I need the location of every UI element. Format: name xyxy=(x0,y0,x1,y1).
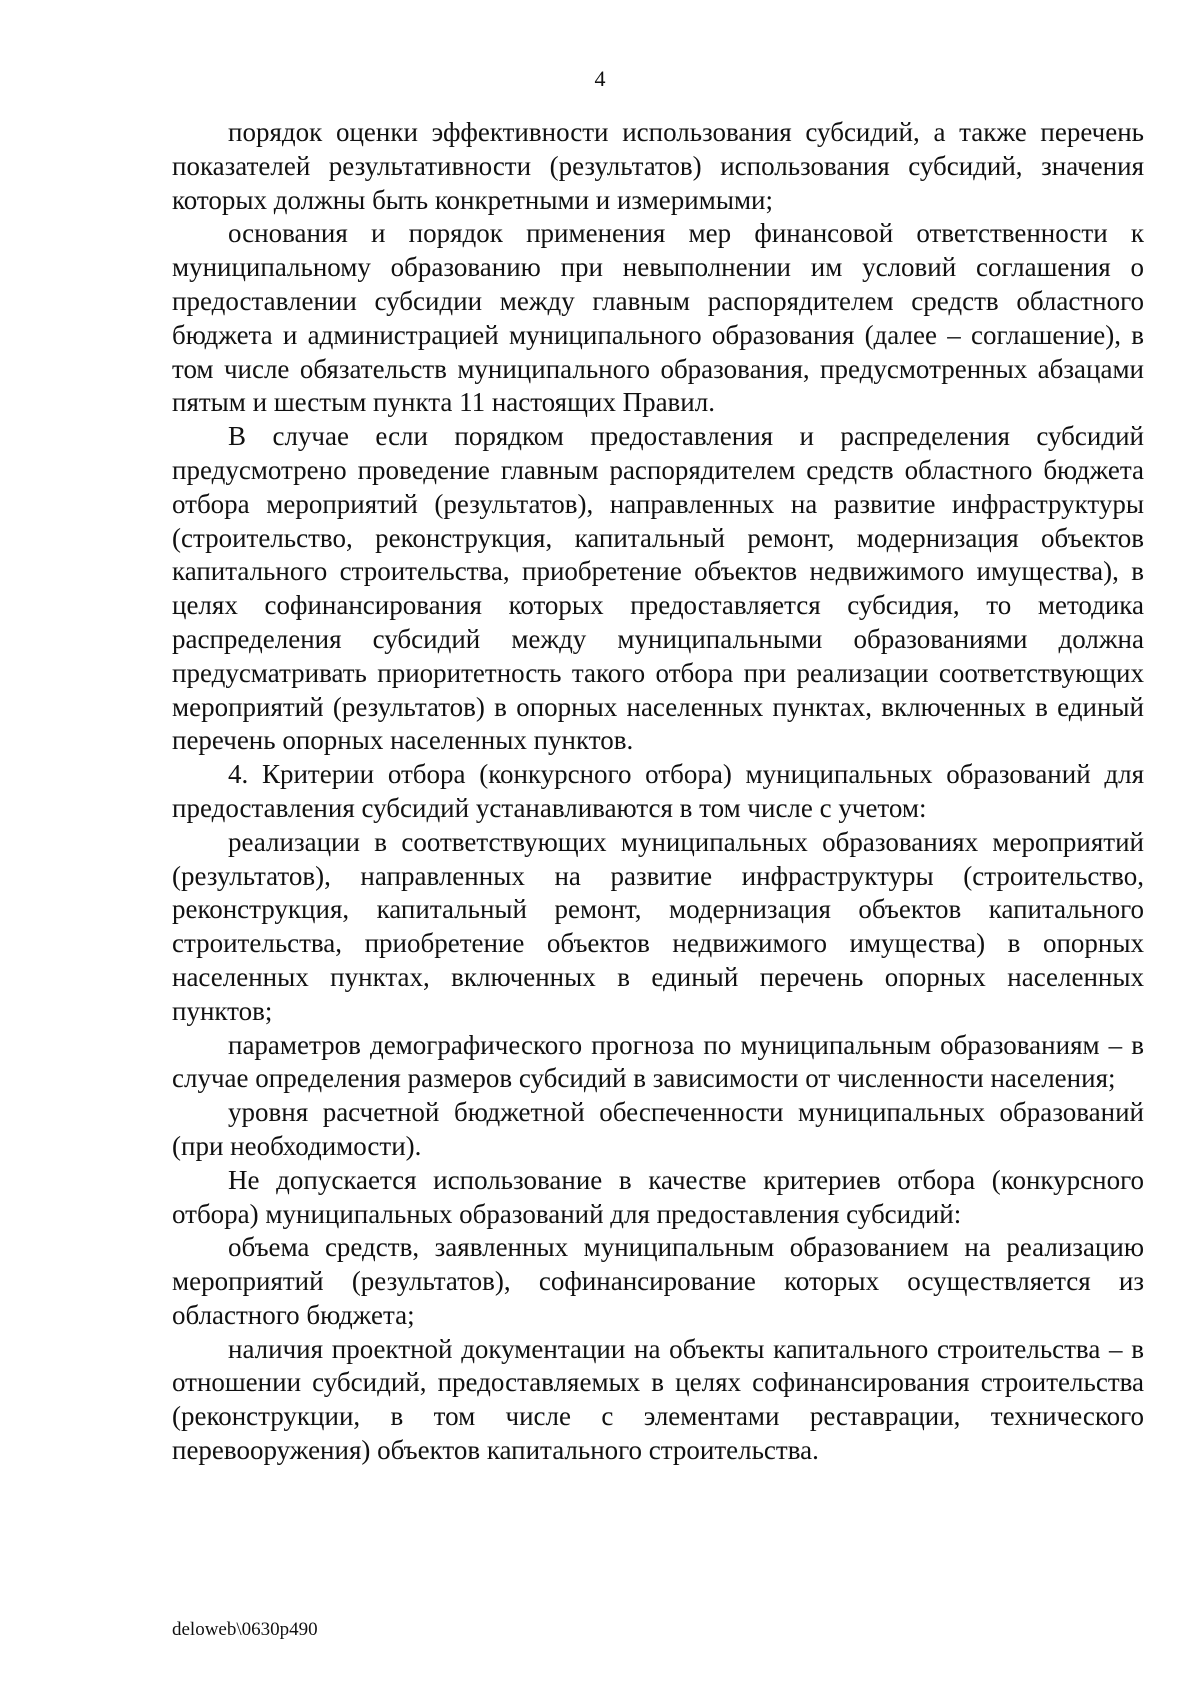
paragraph-criterion-budget-level: уровня расчетной бюджетной обеспеченности муниципальных образований (при необходимости). xyxy=(172,1097,1144,1161)
paragraph-prohibited-funds-volume: объема средств, заявленных муниципальным образованием на реализацию мероприятий (результатов), софинансирование которых осуществляется из областного бюджета; xyxy=(172,1232,1144,1330)
paragraph-criterion-demography: параметров демографического прогноза по муниципальным образованиям – в случае определения размеров субсидий в зависимости от численности населения; xyxy=(172,1029,1144,1094)
paragraph-criterion-infrastructure: реализации в соответствующих муниципальных образованиях мероприятий (результатов), направленных на развитие инфраструктуры (строительство, реконструкция, капитальный ремонт, модернизация объектов капитального строительства, приобретение объектов недвижимого имущества) в опорных населенных пунктах, включенных в единый перечень опорных населенных пунктов; xyxy=(172,826,1144,1026)
paragraph-selection-criteria: 4. Критерии отбора (конкурсного отбора) муниципальных образований для предоставления субсидий устанавливаются в том числе с учетом: xyxy=(172,759,1144,823)
paragraph-selection-methodology: В случае если порядком предоставления и распределения субсидий предусмотрено проведение главным распорядителем средств областного бюджета отбора мероприятий (результатов), направленных на развитие инфраструктуры (строительство, реконструкция, капитальный ремонт, модернизация объектов капитального строительства, приобретение объектов недвижимого имущества), в целях софинансирования которых предоставляется субсидия, то методика распределения субсидий между муниципальными образованиями должна предусматривать приоритетность такого отбора при реализации соответствующих мероприятий (результатов) в опорных населенных пунктах, включенных в единый перечень опорных населенных пунктов. xyxy=(172,421,1144,756)
page-number: 4 xyxy=(594,66,606,91)
paragraph-evaluation-procedure: порядок оценки эффективности использования субсидий, а также перечень показателей результативности (результатов) использования субсидий, значения которых должны быть конкретными и измеримыми; xyxy=(172,117,1144,215)
paragraph-prohibited-criteria: Не допускается использование в качестве критериев отбора (конкурсного отбора) муниципальных образований для предоставления субсидий: xyxy=(172,1164,1144,1229)
paragraph-prohibited-project-docs: наличия проектной документации на объекты капитального строительства – в отношении субсидий, предоставляемых в целях софинансирования строительства (реконструкции, в том числе с элементами реставрации, технического перевооружения) объектов капитального строительства. xyxy=(172,1333,1144,1466)
paragraph-financial-responsibility: основания и порядок применения мер финансовой ответственности к муниципальному образованию при невыполнении им условий соглашения о предоставлении субсидии между главным распорядителем средств областного бюджета и администрацией муниципального образования (далее – соглашение), в том числе обязательств муниципального образования, предусмотренных абзацами пятым и шестым пункта 11 настоящих Правил. xyxy=(172,218,1144,418)
document-code: deloweb\0630p490 xyxy=(172,1619,318,1640)
document-body xyxy=(172,116,1144,1468)
